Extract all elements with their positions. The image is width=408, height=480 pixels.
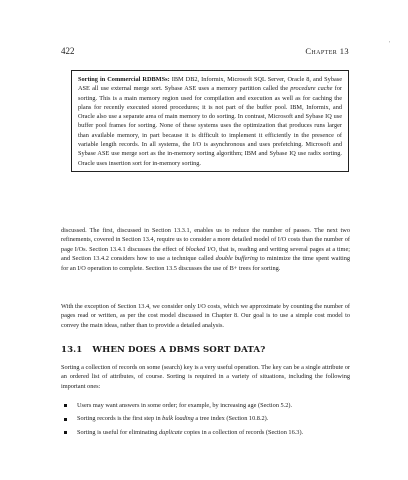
corner-mark: ' — [388, 40, 390, 48]
list-item — [61, 428, 350, 437]
para1-text-1: discussed. The first, discussed in Section 13.3.1, enables us to reduce the number of passes. The next two refinements, covered in Section 13.4, require us to consider a more detailed model of I/O costs than the number of page I/Os. Section 13.4.1 discusses the effect of — [61, 227, 350, 253]
chapter-label: Chapter 13 — [305, 46, 349, 56]
para1-text-3: to minimize the time spent waiting for an I/O operation to complete. Section 13.5 discusses the use of B+ trees for sorting. — [61, 255, 350, 272]
para1-text-2: I/O, that is, reading and writing several pages at a time; and Section 13.4.2 considers how to use a technique called — [61, 245, 350, 263]
paragraph-refinements — [61, 226, 350, 273]
sidebar-text-2: for sorting. This is a main memory region used for compilation and execution as well as for caching the plans for recently executed stored procedures; it is not part of the buffer pool. IBM, Informix, and Oracle also use a separate area of main memory to do sorting. In contrast, Microsoft and Sybase IQ use buffer pool frames for sorting. None of these systems uses the optimization that produces runs larger than available memory, in part because it is difficult to implement it efficiently in the presence of variable length records. In all systems, the I/O is asynchronous and uses prefetching. Microsoft and Sybase ASE use merge sort as the in-memory sorting algorithm; IBM and Sybase IQ use radix sorting. Oracle uses insertion sort for in-memory sorting. — [78, 85, 342, 167]
list-item — [61, 401, 350, 410]
bullet-emph: bulk loading — [162, 415, 194, 423]
list-item — [61, 414, 350, 423]
page-number: 422 — [61, 46, 75, 56]
sidebar-box — [71, 70, 349, 172]
bullet-icon — [64, 404, 67, 407]
section-heading — [61, 345, 265, 355]
paragraph-io-costs — [61, 302, 350, 330]
bullet-text-2: copies in a collection of records (Section 16.3). — [182, 428, 304, 436]
bullet-icon — [64, 418, 67, 421]
bullet-text-1: Sorting is useful for eliminating — [77, 428, 160, 436]
sidebar-paragraph — [78, 75, 342, 168]
para3-text: Sorting a collection of records on some (search) key is a very useful operation. The key can be a single attribute or an ordered list of attributes, of course. Sorting is required in a variety of situations, including the following important ones: — [61, 364, 350, 390]
bullet-emph: duplicate — [159, 428, 183, 436]
para2-text: With the exception of Section 13.4, we consider only I/O costs, which we approximate by counting the number of pages read or written, as per the cost model discussed in Chapter 8. Our goal is to use a simple cost model to convey the main ideas, rather than to provide a detailed analysis. — [61, 303, 350, 329]
section-number: 13.1 — [61, 345, 83, 355]
bullet-icon — [64, 431, 67, 434]
sidebar-text-1: IBM DB2, Informix, Microsoft SQL Server, Oracle 8, and Sybase ASE all use external merge sort. Sybase ASE uses a memory partition called the — [78, 76, 343, 93]
para1-emph-double-buffering: double buffering — [215, 255, 258, 263]
para1-emph-blocked: blocked — [185, 245, 206, 253]
section-title: WHEN DOES A DBMS SORT DATA? — [92, 345, 266, 355]
paragraph-sorting-intro — [61, 363, 350, 391]
sidebar-emphasis: procedure cache — [290, 85, 333, 93]
bullet-text-2: a tree index (Section 10.8.2). — [193, 415, 269, 423]
sidebar-title: Sorting in Commercial RDBMSs: — [78, 76, 170, 83]
bullet-text-1: Sorting records is the first step in — [77, 415, 163, 423]
bullet-text-1: Users may want answers in some order; for example, by increasing age (Section 5.2). — [77, 402, 293, 409]
bullet-list — [61, 401, 350, 441]
